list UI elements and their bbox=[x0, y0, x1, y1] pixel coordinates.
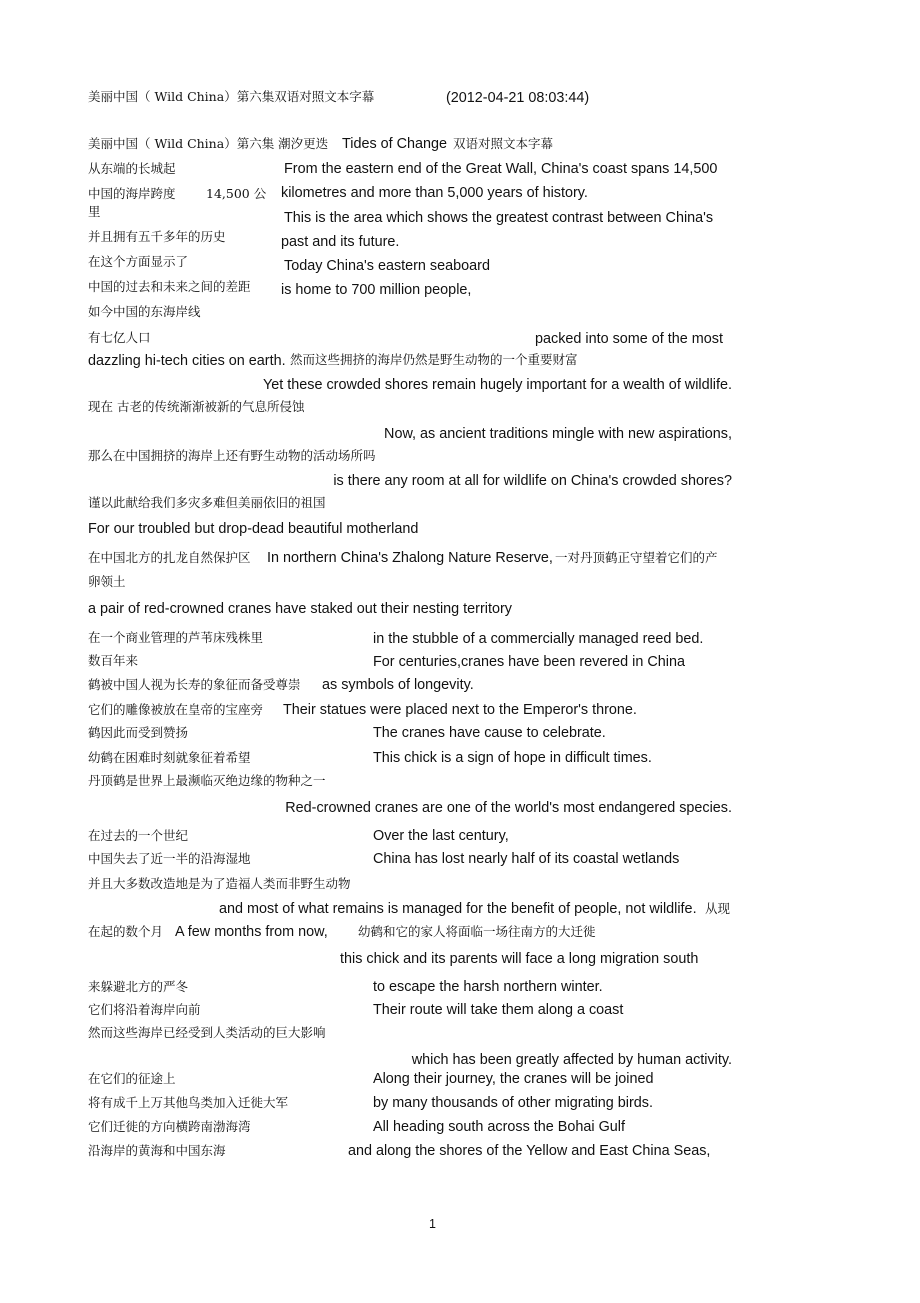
subtitle-line: Their route will take them along a coast bbox=[373, 1002, 624, 1018]
subtitle-line: All heading south across the Bohai Gulf bbox=[373, 1119, 625, 1135]
subtitle-line: as symbols of longevity. bbox=[322, 677, 474, 693]
subtitle-line: dazzling hi-tech cities on earth. bbox=[88, 353, 286, 369]
subtitle-line: this chick and its parents will face a long migration south bbox=[340, 951, 699, 967]
subtitle-line: 14,500 公 bbox=[206, 186, 267, 201]
subtitle-line: and along the shores of the Yellow and East China Seas, bbox=[348, 1143, 711, 1159]
document-timestamp: (2012-04-21 08:03:44) bbox=[446, 90, 590, 106]
subtitle-line: 然而这些拥挤的海岸仍然是野生动物的一个重要财富 bbox=[290, 352, 578, 367]
subtitle-line: The cranes have cause to celebrate. bbox=[373, 725, 606, 741]
subtitle-line: is home to 700 million people, bbox=[281, 282, 472, 298]
subtitle-line: 幼鹤和它的家人将面临一场往南方的大迁徙 bbox=[358, 924, 596, 939]
subtitle-line: 一对丹顶鹤正守望着它们的产 bbox=[555, 550, 718, 565]
subtitle-line: Red-crowned cranes are one of the world's most endangered species. bbox=[285, 800, 732, 816]
subtitle-line: kilometres and more than 5,000 years of history. bbox=[281, 185, 588, 201]
subtitle-line: Today China's eastern seaboard bbox=[284, 258, 490, 274]
subtitle-line: In northern China's Zhalong Nature Reserve, bbox=[267, 550, 553, 566]
subtitle-line: 在这个方面显示了 bbox=[88, 254, 189, 269]
subtitle-line: in the stubble of a commercially managed reed bed. bbox=[373, 631, 704, 647]
subtitle-line: 沿海岸的黄海和中国东海 bbox=[88, 1143, 226, 1158]
subtitle-line: which has been greatly affected by human activity. bbox=[411, 1052, 732, 1068]
subtitle-line: 美丽中国（ Wild China）第六集 潮汐更迭 bbox=[88, 136, 329, 151]
subtitle-line: 有七亿人口 bbox=[88, 330, 151, 345]
subtitle-line: Over the last century, bbox=[373, 828, 509, 844]
subtitle-line: is there any room at all for wildlife on China's crowded shores? bbox=[333, 473, 732, 489]
subtitle-line: This chick is a sign of hope in difficult times. bbox=[373, 750, 652, 766]
subtitle-line: For centuries,cranes have been revered in China bbox=[373, 654, 685, 670]
subtitle-line: 在中国北方的扎龙自然保护区 bbox=[88, 550, 251, 565]
subtitle-line: This is the area which shows the greatest contrast between China's bbox=[284, 210, 714, 226]
subtitle-line: 丹顶鹤是世界上最濒临灭绝边缘的物种之一 bbox=[88, 773, 326, 788]
subtitle-line: packed into some of the most bbox=[535, 331, 723, 347]
subtitle-line: Tides of Change bbox=[342, 136, 448, 152]
subtitle-line: 中国失去了近一半的沿海湿地 bbox=[88, 851, 251, 866]
subtitle-line: 从东端的长城起 bbox=[88, 161, 176, 176]
subtitle-line: and most of what remains is managed for the benefit of people, not wildlife. bbox=[219, 901, 697, 917]
subtitle-line: to escape the harsh northern winter. bbox=[373, 979, 603, 995]
subtitle-line: 在一个商业管理的芦苇床残株里 bbox=[88, 630, 264, 645]
subtitle-line: 它们的雕像被放在皇帝的宝座旁 bbox=[88, 702, 264, 717]
subtitle-line: A few months from now, bbox=[175, 924, 328, 940]
subtitle-line: 幼鹤在困难时刻就象征着希望 bbox=[88, 750, 251, 765]
subtitle-line: Yet these crowded shores remain hugely important for a wealth of wildlife. bbox=[262, 377, 732, 393]
subtitle-line: a pair of red-crowned cranes have staked out their nesting territory bbox=[88, 601, 512, 617]
subtitle-line: 然而这些海岸已经受到人类活动的巨大影响 bbox=[88, 1025, 326, 1040]
subtitle-line: 在它们的征途上 bbox=[88, 1071, 176, 1086]
subtitle-line: Now, as ancient traditions mingle with new aspirations, bbox=[384, 426, 732, 442]
document-title: 美丽中国（ Wild China）第六集双语对照文本字幕 bbox=[88, 89, 375, 104]
subtitle-line: 数百年来 bbox=[88, 653, 139, 668]
subtitle-line: 双语对照文本字幕 bbox=[453, 136, 554, 151]
page-number: 1 bbox=[429, 1217, 436, 1231]
subtitle-line: 它们将沿着海岸向前 bbox=[88, 1002, 201, 1017]
subtitle-line: China has lost nearly half of its coastal wetlands bbox=[373, 851, 680, 867]
subtitle-line: 将有成千上万其他鸟类加入迁徙大军 bbox=[88, 1095, 289, 1110]
subtitle-line: 它们迁徙的方向横跨南渤海湾 bbox=[88, 1119, 251, 1134]
subtitle-line: 中国的过去和未来之间的差距 bbox=[88, 279, 251, 294]
subtitle-line: 从现 bbox=[705, 901, 731, 916]
subtitle-line: Their statues were placed next to the Emperor's throne. bbox=[283, 702, 637, 718]
subtitle-line: 谨以此献给我们多灾多难但美丽依旧的祖国 bbox=[88, 495, 326, 510]
subtitle-line: 并且拥有五千多年的历史 bbox=[88, 229, 226, 244]
subtitle-line: 并且大多数改造地是为了造福人类而非野生动物 bbox=[88, 876, 351, 891]
subtitle-line: 鹤被中国人视为长寿的象征而备受尊崇 bbox=[88, 677, 301, 692]
subtitle-line: 卵领土 bbox=[88, 574, 126, 589]
subtitle-line: From the eastern end of the Great Wall, China's coast spans 14,500 bbox=[284, 161, 718, 177]
subtitle-line: 在过去的一个世纪 bbox=[88, 828, 189, 843]
subtitle-line: For our troubled but drop-dead beautiful motherland bbox=[88, 521, 419, 537]
subtitle-line: 在起的数个月 bbox=[88, 924, 164, 939]
subtitle-line: past and its future. bbox=[281, 234, 400, 250]
subtitle-line: 现在 古老的传统渐渐被新的气息所侵蚀 bbox=[88, 399, 305, 414]
subtitle-line: Along their journey, the cranes will be joined bbox=[373, 1071, 654, 1087]
subtitle-line: 里 bbox=[88, 204, 101, 219]
subtitle-line: by many thousands of other migrating birds. bbox=[373, 1095, 653, 1111]
subtitle-line: 中国的海岸跨度 bbox=[88, 186, 176, 201]
subtitle-line: 鹤因此而受到赞扬 bbox=[88, 725, 189, 740]
subtitle-line: 那么在中国拥挤的海岸上还有野生动物的活动场所吗 bbox=[88, 448, 376, 463]
subtitle-line: 如今中国的东海岸线 bbox=[88, 304, 201, 319]
subtitle-line: 来躲避北方的严冬 bbox=[88, 979, 189, 994]
